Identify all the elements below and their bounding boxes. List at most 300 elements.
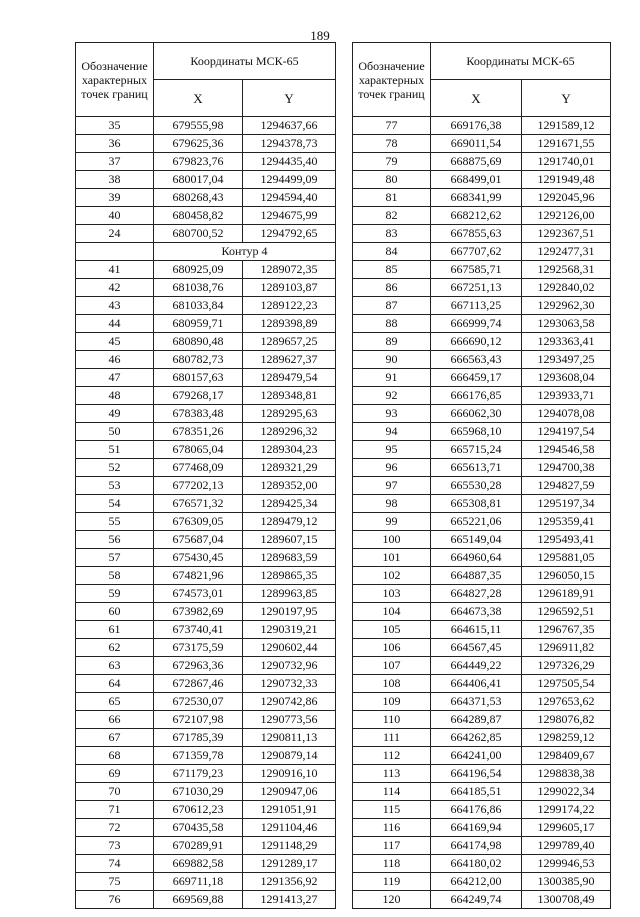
table-row xyxy=(353,747,611,765)
x-coordinate-cell: 665968,10 xyxy=(431,423,522,441)
x-coordinate-cell: 678065,04 xyxy=(154,441,243,459)
table-row xyxy=(76,837,336,855)
y-coordinate-cell: 1291413,27 xyxy=(243,891,336,909)
table-row xyxy=(76,423,336,441)
y-coordinate-cell: 1293933,71 xyxy=(522,387,611,405)
x-coordinate-cell: 664249,74 xyxy=(431,891,522,909)
coordinates-table-right xyxy=(352,42,611,909)
x-coordinate-cell: 667585,71 xyxy=(431,261,522,279)
y-coordinate-cell: 1294435,40 xyxy=(243,153,336,171)
coordinates-table-left xyxy=(75,42,336,909)
table-row xyxy=(353,621,611,639)
table-row xyxy=(353,459,611,477)
point-number-cell: 64 xyxy=(76,675,154,693)
table-row xyxy=(353,441,611,459)
y-coordinate-cell: 1290947,06 xyxy=(243,783,336,801)
table-row xyxy=(76,117,336,135)
point-number-cell: 81 xyxy=(353,189,431,207)
point-number-cell: 65 xyxy=(76,693,154,711)
x-coordinate-cell: 669569,88 xyxy=(154,891,243,909)
table-row xyxy=(76,549,336,567)
table-row xyxy=(353,315,611,333)
x-coordinate-cell: 675430,45 xyxy=(154,549,243,567)
point-number-cell: 120 xyxy=(353,891,431,909)
table-row xyxy=(353,279,611,297)
x-coordinate-cell: 664241,00 xyxy=(431,747,522,765)
table-row xyxy=(353,675,611,693)
point-number-cell: 87 xyxy=(353,297,431,315)
section-title: Контур 4 xyxy=(154,243,336,261)
x-coordinate-cell: 666690,12 xyxy=(431,333,522,351)
table-row xyxy=(353,657,611,675)
point-number-cell: 63 xyxy=(76,657,154,675)
x-coordinate-cell: 672963,36 xyxy=(154,657,243,675)
table-row xyxy=(353,693,611,711)
table-row xyxy=(76,495,336,513)
table-row xyxy=(76,585,336,603)
y-coordinate-cell: 1289295,63 xyxy=(243,405,336,423)
x-coordinate-cell: 664615,11 xyxy=(431,621,522,639)
x-coordinate-cell: 671030,29 xyxy=(154,783,243,801)
table-row xyxy=(353,873,611,891)
point-number-cell: 71 xyxy=(76,801,154,819)
table-row xyxy=(353,819,611,837)
y-coordinate-cell: 1291589,12 xyxy=(522,117,611,135)
x-coordinate-cell: 664449,22 xyxy=(431,657,522,675)
y-coordinate-cell: 1294499,09 xyxy=(243,171,336,189)
y-coordinate-cell: 1295359,41 xyxy=(522,513,611,531)
point-number-cell: 100 xyxy=(353,531,431,549)
table-row xyxy=(76,405,336,423)
table-row xyxy=(353,567,611,585)
table-row xyxy=(76,675,336,693)
x-coordinate-cell: 664185,51 xyxy=(431,783,522,801)
point-number-cell: 94 xyxy=(353,423,431,441)
y-coordinate-cell: 1297326,29 xyxy=(522,657,611,675)
y-coordinate-cell: 1292840,02 xyxy=(522,279,611,297)
y-coordinate-cell: 1291356,92 xyxy=(243,873,336,891)
table-row xyxy=(353,225,611,243)
y-coordinate-cell: 1299605,17 xyxy=(522,819,611,837)
x-coordinate-cell: 672107,98 xyxy=(154,711,243,729)
point-number-cell: 57 xyxy=(76,549,154,567)
x-coordinate-cell: 666176,85 xyxy=(431,387,522,405)
y-coordinate-cell: 1292568,31 xyxy=(522,261,611,279)
table-row xyxy=(76,603,336,621)
x-coordinate-cell: 681033,84 xyxy=(154,297,243,315)
y-coordinate-cell: 1289321,29 xyxy=(243,459,336,477)
x-coordinate-cell: 664196,54 xyxy=(431,765,522,783)
table-row xyxy=(76,189,336,207)
x-coordinate-cell: 664212,00 xyxy=(431,873,522,891)
point-number-cell: 84 xyxy=(353,243,431,261)
point-number-cell: 106 xyxy=(353,639,431,657)
table-row xyxy=(353,531,611,549)
point-number-cell: 50 xyxy=(76,423,154,441)
x-coordinate-cell: 667855,63 xyxy=(431,225,522,243)
point-number-cell: 114 xyxy=(353,783,431,801)
point-number-cell: 37 xyxy=(76,153,154,171)
y-coordinate-cell: 1294675,99 xyxy=(243,207,336,225)
y-coordinate-cell: 1289398,89 xyxy=(243,315,336,333)
point-number-cell: 56 xyxy=(76,531,154,549)
table-row xyxy=(353,801,611,819)
table-row xyxy=(76,279,336,297)
point-number-cell: 102 xyxy=(353,567,431,585)
x-coordinate-cell: 668212,62 xyxy=(431,207,522,225)
table-row xyxy=(353,495,611,513)
coordinates-header: Координаты МСК-65 xyxy=(431,43,611,80)
y-coordinate-cell: 1291051,91 xyxy=(243,801,336,819)
x-coordinate-cell: 673175,59 xyxy=(154,639,243,657)
x-coordinate-cell: 671179,23 xyxy=(154,765,243,783)
x-coordinate-cell: 667251,13 xyxy=(431,279,522,297)
point-number-cell: 55 xyxy=(76,513,154,531)
point-number-cell: 108 xyxy=(353,675,431,693)
y-coordinate-cell: 1295197,34 xyxy=(522,495,611,513)
y-coordinate-cell: 1289072,35 xyxy=(243,261,336,279)
y-coordinate-cell: 1289479,54 xyxy=(243,369,336,387)
table-row xyxy=(353,387,611,405)
x-coordinate-cell: 664180,02 xyxy=(431,855,522,873)
point-number-cell: 99 xyxy=(353,513,431,531)
table-row xyxy=(76,315,336,333)
y-coordinate-cell: 1294637,66 xyxy=(243,117,336,135)
y-coordinate-cell: 1299174,22 xyxy=(522,801,611,819)
table-row xyxy=(353,351,611,369)
x-coordinate-cell: 668341,99 xyxy=(431,189,522,207)
point-number-cell: 61 xyxy=(76,621,154,639)
table-row xyxy=(76,729,336,747)
table-row xyxy=(353,765,611,783)
y-coordinate-cell: 1289657,25 xyxy=(243,333,336,351)
y-coordinate-cell: 1297505,54 xyxy=(522,675,611,693)
y-coordinate-cell: 1298409,67 xyxy=(522,747,611,765)
y-coordinate-cell: 1290732,33 xyxy=(243,675,336,693)
table-row xyxy=(353,189,611,207)
x-coordinate-cell: 680925,09 xyxy=(154,261,243,279)
table-row xyxy=(76,657,336,675)
y-coordinate-cell: 1290879,14 xyxy=(243,747,336,765)
point-number-cell: 62 xyxy=(76,639,154,657)
x-coordinate-cell: 665715,24 xyxy=(431,441,522,459)
point-number-cell: 101 xyxy=(353,549,431,567)
table-row xyxy=(353,423,611,441)
point-number-cell: 75 xyxy=(76,873,154,891)
point-number-cell: 68 xyxy=(76,747,154,765)
point-number-cell: 43 xyxy=(76,297,154,315)
x-coordinate-cell: 665530,28 xyxy=(431,477,522,495)
point-number-cell: 91 xyxy=(353,369,431,387)
y-coordinate-cell: 1294792,65 xyxy=(243,225,336,243)
point-number-cell: 110 xyxy=(353,711,431,729)
y-coordinate-cell: 1289348,81 xyxy=(243,387,336,405)
designation-header: Обозначение характерных точек границ xyxy=(76,43,154,117)
x-coordinate-cell: 665221,06 xyxy=(431,513,522,531)
table-row xyxy=(76,567,336,585)
table-row xyxy=(353,729,611,747)
y-coordinate-cell: 1294594,40 xyxy=(243,189,336,207)
x-coordinate-cell: 664960,64 xyxy=(431,549,522,567)
table-row xyxy=(76,477,336,495)
table-row xyxy=(353,333,611,351)
x-coordinate-cell: 673982,69 xyxy=(154,603,243,621)
x-coordinate-cell: 664262,85 xyxy=(431,729,522,747)
y-coordinate-cell: 1289865,35 xyxy=(243,567,336,585)
point-number-cell: 119 xyxy=(353,873,431,891)
x-coordinate-cell: 664289,87 xyxy=(431,711,522,729)
y-coordinate-cell: 1294546,58 xyxy=(522,441,611,459)
point-number-cell: 54 xyxy=(76,495,154,513)
y-coordinate-cell: 1290602,44 xyxy=(243,639,336,657)
x-coordinate-cell: 676571,32 xyxy=(154,495,243,513)
table-row xyxy=(76,225,336,243)
table-body-left xyxy=(76,117,336,909)
table-row xyxy=(76,135,336,153)
x-coordinate-cell: 664673,38 xyxy=(431,603,522,621)
x-coordinate-cell: 666563,43 xyxy=(431,351,522,369)
table-row xyxy=(76,297,336,315)
point-number-cell: 107 xyxy=(353,657,431,675)
y-coordinate-cell: 1292367,51 xyxy=(522,225,611,243)
y-coordinate-cell: 1289296,32 xyxy=(243,423,336,441)
y-coordinate-cell: 1289627,37 xyxy=(243,351,336,369)
x-coordinate-cell: 673740,41 xyxy=(154,621,243,639)
x-coordinate-cell: 664169,94 xyxy=(431,819,522,837)
table-row xyxy=(76,261,336,279)
table-row xyxy=(76,351,336,369)
x-coordinate-cell: 679625,36 xyxy=(154,135,243,153)
table-row xyxy=(353,837,611,855)
y-coordinate-cell: 1289103,87 xyxy=(243,279,336,297)
table-row xyxy=(76,819,336,837)
section-row xyxy=(76,243,336,261)
x-coordinate-cell: 680890,48 xyxy=(154,333,243,351)
point-number-cell: 93 xyxy=(353,405,431,423)
table-row xyxy=(353,855,611,873)
point-number-cell: 89 xyxy=(353,333,431,351)
y-coordinate-cell: 1292962,30 xyxy=(522,297,611,315)
y-coordinate-cell: 1289963,85 xyxy=(243,585,336,603)
point-number-cell: 46 xyxy=(76,351,154,369)
x-column-header: X xyxy=(431,80,522,117)
y-column-header: Y xyxy=(243,80,336,117)
x-coordinate-cell: 664827,28 xyxy=(431,585,522,603)
y-coordinate-cell: 1292126,00 xyxy=(522,207,611,225)
x-coordinate-cell: 667113,25 xyxy=(431,297,522,315)
point-number-cell: 70 xyxy=(76,783,154,801)
table-row xyxy=(353,891,611,909)
table-row xyxy=(76,711,336,729)
y-coordinate-cell: 1298076,82 xyxy=(522,711,611,729)
point-number-cell: 42 xyxy=(76,279,154,297)
x-coordinate-cell: 664887,35 xyxy=(431,567,522,585)
table-row xyxy=(76,747,336,765)
table-row xyxy=(76,873,336,891)
x-coordinate-cell: 669711,18 xyxy=(154,873,243,891)
coordinates-header: Координаты МСК-65 xyxy=(154,43,336,80)
x-column-header: X xyxy=(154,80,243,117)
x-coordinate-cell: 664406,41 xyxy=(431,675,522,693)
y-coordinate-cell: 1290732,96 xyxy=(243,657,336,675)
x-coordinate-cell: 669011,54 xyxy=(431,135,522,153)
x-coordinate-cell: 679823,76 xyxy=(154,153,243,171)
x-coordinate-cell: 678383,48 xyxy=(154,405,243,423)
table-row xyxy=(353,135,611,153)
point-number-cell: 35 xyxy=(76,117,154,135)
x-coordinate-cell: 666062,30 xyxy=(431,405,522,423)
y-coordinate-cell: 1290197,95 xyxy=(243,603,336,621)
point-number-cell: 104 xyxy=(353,603,431,621)
point-number-cell: 49 xyxy=(76,405,154,423)
point-number-cell: 103 xyxy=(353,585,431,603)
y-coordinate-cell: 1298838,38 xyxy=(522,765,611,783)
x-coordinate-cell: 664174,98 xyxy=(431,837,522,855)
table-row xyxy=(353,513,611,531)
y-coordinate-cell: 1289352,00 xyxy=(243,477,336,495)
x-coordinate-cell: 671785,39 xyxy=(154,729,243,747)
point-number-cell: 78 xyxy=(353,135,431,153)
point-number-cell: 76 xyxy=(76,891,154,909)
y-coordinate-cell: 1299946,53 xyxy=(522,855,611,873)
y-coordinate-cell: 1291671,55 xyxy=(522,135,611,153)
y-coordinate-cell: 1289304,23 xyxy=(243,441,336,459)
x-coordinate-cell: 679555,98 xyxy=(154,117,243,135)
point-number-cell: 48 xyxy=(76,387,154,405)
point-number-cell: 73 xyxy=(76,837,154,855)
y-coordinate-cell: 1295881,05 xyxy=(522,549,611,567)
table-row xyxy=(76,855,336,873)
point-number-cell: 45 xyxy=(76,333,154,351)
y-coordinate-cell: 1299789,40 xyxy=(522,837,611,855)
table-row xyxy=(353,783,611,801)
y-coordinate-cell: 1289425,34 xyxy=(243,495,336,513)
point-number-cell: 86 xyxy=(353,279,431,297)
y-coordinate-cell: 1296189,91 xyxy=(522,585,611,603)
x-coordinate-cell: 680017,04 xyxy=(154,171,243,189)
x-coordinate-cell: 680268,43 xyxy=(154,189,243,207)
table-row xyxy=(353,261,611,279)
y-coordinate-cell: 1291949,48 xyxy=(522,171,611,189)
x-coordinate-cell: 668499,01 xyxy=(431,171,522,189)
y-coordinate-cell: 1294378,73 xyxy=(243,135,336,153)
point-number-cell: 85 xyxy=(353,261,431,279)
y-coordinate-cell: 1292477,31 xyxy=(522,243,611,261)
y-coordinate-cell: 1290773,56 xyxy=(243,711,336,729)
table-row xyxy=(76,459,336,477)
x-coordinate-cell: 668875,69 xyxy=(431,153,522,171)
x-coordinate-cell: 664567,45 xyxy=(431,639,522,657)
table-row xyxy=(353,639,611,657)
point-number-cell: 40 xyxy=(76,207,154,225)
x-coordinate-cell: 670612,23 xyxy=(154,801,243,819)
y-coordinate-cell: 1294078,08 xyxy=(522,405,611,423)
point-number-cell: 41 xyxy=(76,261,154,279)
y-coordinate-cell: 1291740,01 xyxy=(522,153,611,171)
table-row xyxy=(353,369,611,387)
point-number-cell: 69 xyxy=(76,765,154,783)
point-number-cell: 113 xyxy=(353,765,431,783)
table-row xyxy=(76,441,336,459)
y-coordinate-cell: 1290742,86 xyxy=(243,693,336,711)
section-spacer-cell xyxy=(76,243,154,261)
designation-header: Обозначение характерных точек границ xyxy=(353,43,431,117)
y-coordinate-cell: 1291104,46 xyxy=(243,819,336,837)
y-coordinate-cell: 1293063,58 xyxy=(522,315,611,333)
x-coordinate-cell: 677468,09 xyxy=(154,459,243,477)
point-number-cell: 112 xyxy=(353,747,431,765)
y-coordinate-cell: 1293608,04 xyxy=(522,369,611,387)
point-number-cell: 117 xyxy=(353,837,431,855)
point-number-cell: 109 xyxy=(353,693,431,711)
point-number-cell: 24 xyxy=(76,225,154,243)
point-number-cell: 83 xyxy=(353,225,431,243)
table-row xyxy=(353,549,611,567)
y-coordinate-cell: 1290916,10 xyxy=(243,765,336,783)
point-number-cell: 118 xyxy=(353,855,431,873)
point-number-cell: 97 xyxy=(353,477,431,495)
point-number-cell: 115 xyxy=(353,801,431,819)
point-number-cell: 72 xyxy=(76,819,154,837)
x-coordinate-cell: 672530,07 xyxy=(154,693,243,711)
y-coordinate-cell: 1297653,62 xyxy=(522,693,611,711)
point-number-cell: 51 xyxy=(76,441,154,459)
x-coordinate-cell: 680782,73 xyxy=(154,351,243,369)
x-coordinate-cell: 665308,81 xyxy=(431,495,522,513)
x-coordinate-cell: 680157,63 xyxy=(154,369,243,387)
table-row xyxy=(76,387,336,405)
y-coordinate-cell: 1294197,54 xyxy=(522,423,611,441)
point-number-cell: 77 xyxy=(353,117,431,135)
point-number-cell: 59 xyxy=(76,585,154,603)
table-row xyxy=(353,585,611,603)
x-coordinate-cell: 679268,17 xyxy=(154,387,243,405)
x-coordinate-cell: 680458,82 xyxy=(154,207,243,225)
point-number-cell: 36 xyxy=(76,135,154,153)
table-row xyxy=(353,243,611,261)
y-coordinate-cell: 1289607,15 xyxy=(243,531,336,549)
point-number-cell: 95 xyxy=(353,441,431,459)
table-row xyxy=(76,765,336,783)
point-number-cell: 80 xyxy=(353,171,431,189)
table-row xyxy=(76,153,336,171)
point-number-cell: 79 xyxy=(353,153,431,171)
x-coordinate-cell: 672867,46 xyxy=(154,675,243,693)
point-number-cell: 58 xyxy=(76,567,154,585)
x-coordinate-cell: 670289,91 xyxy=(154,837,243,855)
table-row xyxy=(76,891,336,909)
table-row xyxy=(76,531,336,549)
table-body-right xyxy=(353,117,611,909)
point-number-cell: 47 xyxy=(76,369,154,387)
point-number-cell: 98 xyxy=(353,495,431,513)
point-number-cell: 96 xyxy=(353,459,431,477)
x-coordinate-cell: 669176,38 xyxy=(431,117,522,135)
point-number-cell: 53 xyxy=(76,477,154,495)
x-coordinate-cell: 669882,58 xyxy=(154,855,243,873)
point-number-cell: 116 xyxy=(353,819,431,837)
y-coordinate-cell: 1296911,82 xyxy=(522,639,611,657)
x-coordinate-cell: 667707,62 xyxy=(431,243,522,261)
y-coordinate-cell: 1294827,59 xyxy=(522,477,611,495)
table-row xyxy=(76,693,336,711)
y-coordinate-cell: 1299022,34 xyxy=(522,783,611,801)
y-column-header: Y xyxy=(522,80,611,117)
table-row xyxy=(76,801,336,819)
y-coordinate-cell: 1290319,21 xyxy=(243,621,336,639)
x-coordinate-cell: 665149,04 xyxy=(431,531,522,549)
point-number-cell: 90 xyxy=(353,351,431,369)
